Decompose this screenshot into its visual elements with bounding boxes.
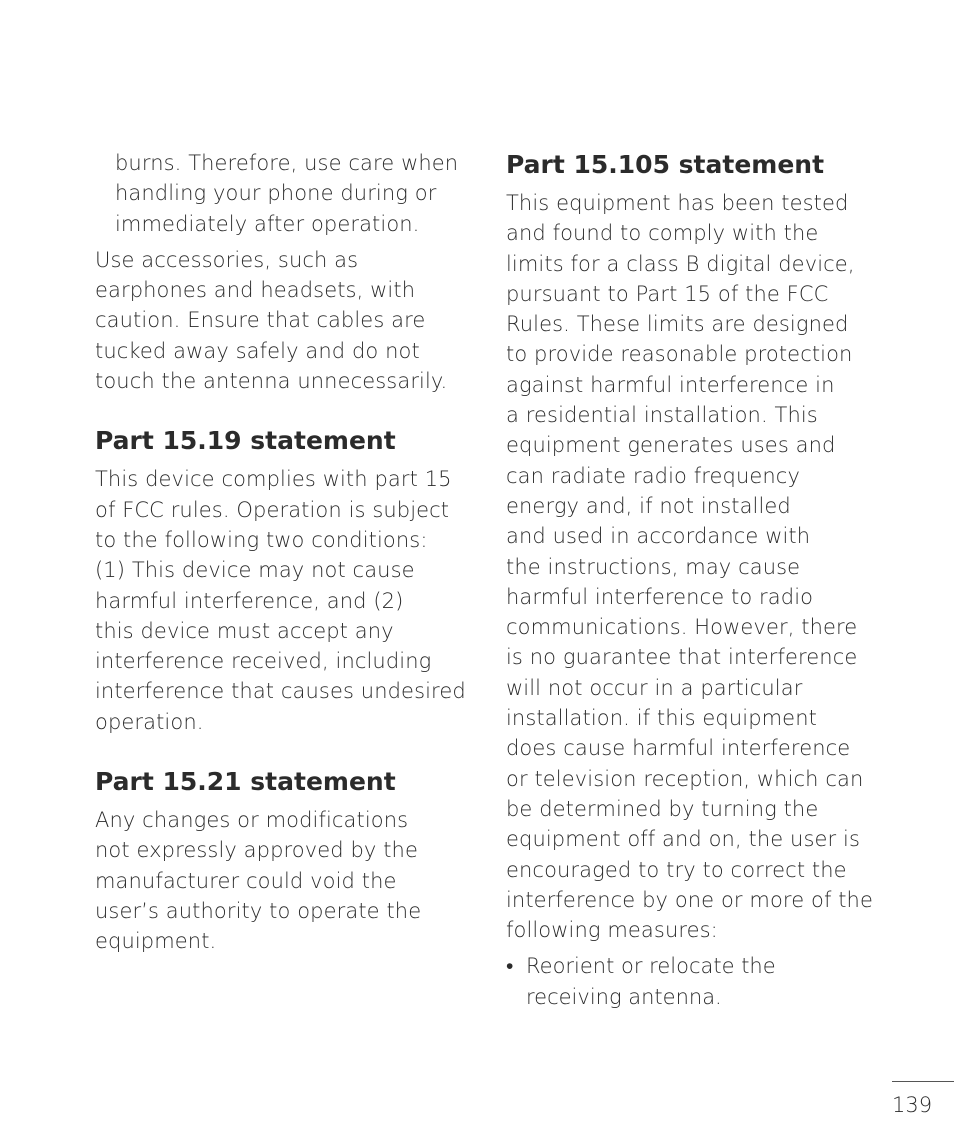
text-line: This equipment has been tested — [506, 191, 849, 215]
page-number: 139 — [892, 1093, 933, 1117]
text-line: of FCC rules. Operation is subject — [95, 497, 450, 522]
text-line: burns. Therefore, use care when — [115, 151, 459, 175]
text-line: immediately after operation. — [115, 211, 420, 236]
text-line: does cause harmful interference — [506, 736, 851, 761]
text-line: equipment generates uses and — [506, 433, 836, 458]
text-line: Reorient or relocate the — [526, 954, 776, 979]
text-line: following measures: — [506, 918, 718, 943]
footer-rule — [892, 1081, 954, 1082]
text-line: handling your phone during or — [115, 181, 437, 206]
text-line: energy and, if not installed — [506, 493, 791, 518]
text-line: encouraged to try to correct the — [506, 857, 847, 882]
text-line: interference received, including — [95, 649, 432, 674]
section-heading-15-105: Part 15.105 statement — [506, 150, 825, 179]
section-15-19-paragraph — [95, 464, 485, 737]
text-line: pursuant to Part 15 of the FCC — [506, 281, 829, 306]
text-line: caution. Ensure that cables are — [95, 308, 426, 333]
text-line: is no guarantee that interference — [506, 645, 858, 670]
section-15-105-paragraph — [506, 188, 906, 945]
section-heading-15-19: Part 15.19 statement — [95, 426, 396, 456]
text-line: against harmful interference in — [506, 372, 835, 397]
text-line: receiving antenna. — [526, 984, 722, 1009]
text-line: equipment off and on, the user is — [506, 827, 861, 852]
text-line: and used in accordance with — [506, 524, 811, 549]
text-line: this device must accept any — [95, 618, 394, 643]
section-15-21-paragraph — [95, 805, 485, 956]
text-line: equipment. — [95, 929, 217, 954]
text-line: to the following two conditions: — [95, 527, 428, 552]
right-column — [506, 148, 906, 1012]
text-line: or television reception, which can — [506, 766, 864, 791]
text-line: This device complies with part 15 — [95, 467, 452, 492]
text-line: Use accessories, such as — [95, 247, 359, 272]
text-line: to provide reasonable protection — [506, 342, 853, 367]
text-line: can radiate radio frequency — [506, 463, 800, 488]
text-line: will not occur in a particular — [506, 675, 803, 700]
text-line: touch the antenna unnecessarily. — [95, 369, 448, 394]
bullet-icon: • — [506, 954, 514, 979]
text-line: manufacturer could void the — [95, 868, 397, 893]
bullet-list-item — [506, 951, 906, 1012]
text-line: (1) This device may not cause — [95, 558, 415, 583]
text-line: harmful interference, and (2) — [95, 588, 404, 613]
text-line: earphones and headsets, with — [95, 278, 416, 303]
text-line: Rules. These limits are designed — [506, 312, 849, 337]
text-line: tucked away safely and do not — [95, 338, 420, 363]
text-line: and found to comply with the — [506, 221, 819, 246]
text-line: the instructions, may cause — [506, 554, 801, 579]
text-line: user’s authority to operate the — [95, 898, 422, 923]
text-line: interference that causes undesired — [95, 679, 466, 704]
text-line: operation. — [95, 709, 204, 734]
section-heading-15-21: Part 15.21 statement — [95, 767, 396, 797]
text-line: limits for a class B digital device, — [506, 251, 855, 276]
text-line: Any changes or modifications — [95, 808, 409, 833]
text-line: not expressly approved by the — [95, 838, 418, 863]
accessories-paragraph — [95, 245, 485, 396]
text-line: communications. However, there — [506, 615, 858, 640]
continued-paragraph — [95, 148, 485, 239]
text-line: a residential installation. This — [506, 403, 818, 428]
text-line: interference by one or more of the — [506, 887, 873, 912]
text-line: installation. if this equipment — [506, 706, 817, 731]
text-line: harmful interference to radio — [506, 584, 814, 609]
left-column — [95, 148, 485, 963]
text-line: be determined by turning the — [506, 796, 819, 821]
